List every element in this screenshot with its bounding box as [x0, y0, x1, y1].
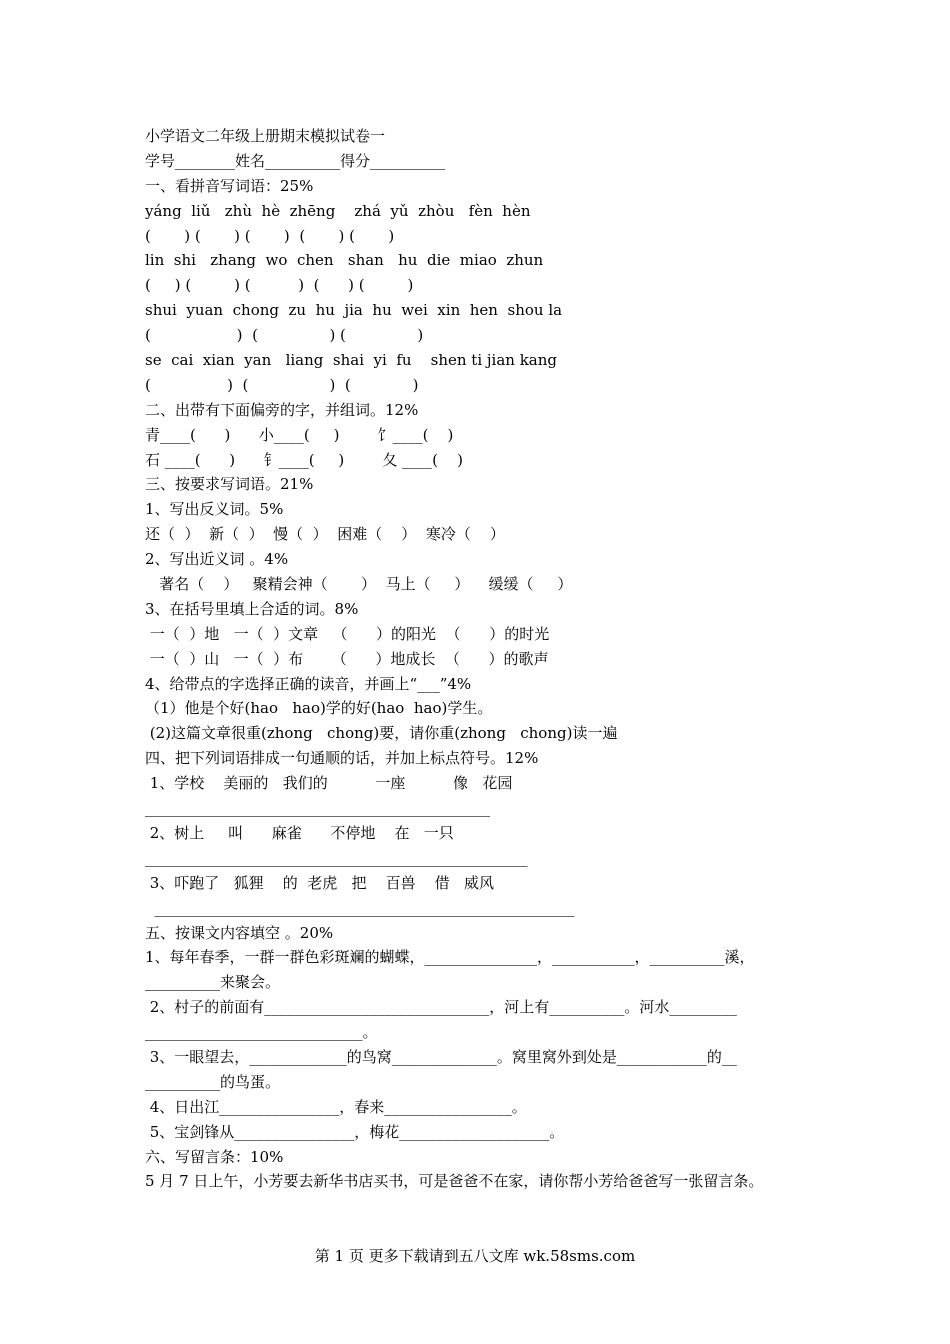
- answer-underline: ___________________________________________________: [145, 848, 528, 867]
- word-order-item: 1、学校 美丽的 我们的 一座 像 花园: [145, 774, 513, 793]
- radical-line: 青____( ) 小____( ) 饣____( ): [145, 425, 454, 444]
- fill-blank-item: 3、一眼望去，_____________的鸟窝______________。窝里窝外到处是____________的__: [145, 1047, 737, 1066]
- answer-bracket-line: ( ) ( ) ( ): [145, 375, 419, 394]
- word-order-item: 3、吓跑了 狐狸 的 老虎 把 百兽 借 威风: [145, 873, 494, 892]
- pinyin-line: yáng liǔ zhù hè zhēng zhá yǔ zhòu fèn hèn: [145, 201, 531, 220]
- pinyin-line: se cai xian yan liang shai yi fu shen ti jian kang: [145, 351, 558, 370]
- question-line: 2、写出近义词 。4%: [145, 550, 289, 569]
- section-2-heading: 二、出带有下面偏旁的字，并组词。12%: [145, 400, 419, 419]
- section-5-heading: 五、按课文内容填空 。20%: [145, 923, 334, 942]
- question-line: 还（ ） 新（ ） 慢（ ） 困难（ ） 寒冷（ ）: [145, 525, 505, 544]
- pinyin-line: lin shi zhang wo chen shan hu die miao zhun: [145, 251, 544, 270]
- exam-content: [145, 124, 825, 1194]
- radical-line: 石 ____( ) 钅____( ) 夂 ____( ): [145, 450, 463, 469]
- question-line: (2)这篇文章很重(zhong chong)要，请你重(zhong chong)读一遍: [145, 724, 618, 743]
- section-6-heading: 六、写留言条：10%: [145, 1147, 284, 1166]
- section-4-heading: 四、把下列词语排成一句通顺的话，并加上标点符号。12%: [145, 749, 539, 768]
- fill-blank-item: 4、日出江________________，春来_________________。: [145, 1097, 527, 1116]
- question-line: 著名（ ） 聚精会神（ ） 马上（ ） 缓缓（ ）: [145, 575, 573, 594]
- answer-underline: ________________________________________________________: [145, 898, 575, 917]
- question-line: 1、写出反义词。5%: [145, 500, 284, 519]
- answer-bracket-line: ( ) ( ) ( ): [145, 326, 424, 345]
- fill-blank-item: 5、宝剑锋从________________，梅花____________________。: [145, 1122, 565, 1141]
- question-line: 4、给带点的字选择正确的读音，并画上“___”4%: [145, 674, 472, 693]
- message-note-prompt: 5 月 7 日上午，小芳要去新华书店买书，可是爸爸不在家，请你帮小芳给爸爸写一张留言条。: [145, 1172, 764, 1191]
- question-line: 一（ ）山 一（ ）布 （ ）地成长 （ ）的歌声: [145, 649, 549, 668]
- student-info-line: 学号________姓名__________得分__________: [145, 151, 446, 170]
- pinyin-line: shui yuan chong zu hu jia hu wei xin hen shou la: [145, 301, 563, 320]
- answer-underline: ______________________________________________: [145, 799, 490, 818]
- section-3-heading: 三、按要求写词语。21%: [145, 475, 314, 494]
- word-order-item: 2、树上 叫 麻雀 不停地 在 一只: [145, 823, 454, 842]
- section-1-heading: 一、看拼音写词语：25%: [145, 176, 314, 195]
- fill-blank-item: _____________________________。: [145, 1023, 378, 1042]
- fill-blank-item: __________的鸟蛋。: [145, 1072, 281, 1091]
- exam-title: 小学语文二年级上册期末模拟试卷一: [145, 127, 386, 145]
- page-footer: 第 1 页 更多下载请到五八文库 wk.58sms.com: [314, 1247, 636, 1265]
- question-line: 3、在括号里填上合适的词。8%: [145, 599, 359, 618]
- answer-bracket-line: ( ) ( ) ( ) ( ) ( ): [145, 226, 395, 245]
- question-line: 一（ ）地 一（ ）文章 （ ）的阳光 （ ）的时光: [145, 624, 550, 643]
- fill-blank-item: 1、每年春季，一群一群色彩斑斓的蝴蝶，_______________，___________，__________溪，__________来聚会。: [145, 948, 755, 992]
- fill-blank-item: 2、村子的前面有______________________________，河上有__________。河水_________: [145, 998, 737, 1017]
- answer-bracket-line: ( ) ( ) ( ) ( ) ( ): [145, 276, 414, 295]
- question-line: （1）他是个好(hao hao)学的好(hao hao)学生。: [145, 699, 493, 718]
